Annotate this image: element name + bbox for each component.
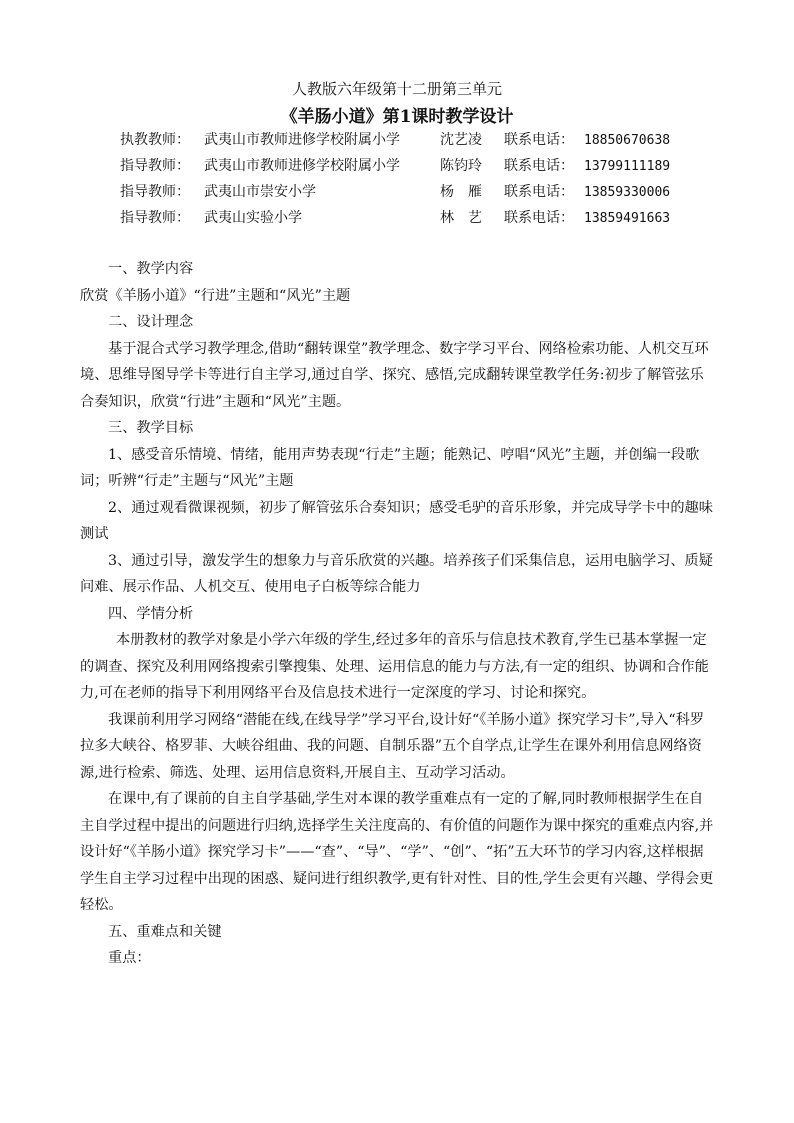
goal-item: 3、通过引导，激发学生的想象力与音乐欣赏的兴趣。培养孩子们采集信息，运用电脑学习、质疑问难、展示作品、人机交互、使用电子白板等综合能力 <box>80 552 713 595</box>
teacher-name: 杨 雁 <box>440 184 482 200</box>
teacher-unit: 武夷山实验小学 <box>204 210 302 226</box>
teacher-name: 沈艺凌 <box>440 132 482 148</box>
teacher-unit: 武夷山市教师进修学校附属小学 <box>204 158 400 174</box>
teacher-name: 陈钧玲 <box>440 158 482 174</box>
teacher-role: 指导教师： <box>120 158 190 174</box>
phone-number: 18850670638 <box>584 133 671 148</box>
phone-label: 联系电话： <box>504 184 574 200</box>
section-heading: 二、设计理念 <box>108 314 194 330</box>
section-paragraph: 在课中,有了课前的自主自学基础,学生对本课的教学重难点有一定的了解,同时教师根据学生在自主自学过程中提出的问题进行归纳,选择学生关注度高的、有价值的问题作为课中探究的重难点内容,并设计好“《羊肠小道》探究学习卡”——“查”、“导”、“学”、“创”、“拓”五大环节的学习内容,这样根据学生自主学习过程中出现的困惑、疑问进行组织教学,更有针对性、目的性,学生会更有兴趣、学得会更轻松。 <box>80 791 714 913</box>
section-text: 基于混合式学习教学理念,借助“翻转课堂”教学理念、数字学习平台、网络检索功能、人机交互环境、思维导图导学卡等进行自主学习,通过自学、探究、感悟,完成翻转课堂教学任务:初步了解管弦乐合奏知识，欣赏“行进”主题和“风光”主题。 <box>80 340 709 410</box>
subsection-label: 重点： <box>108 950 151 966</box>
teacher-unit: 武夷山市教师进修学校附属小学 <box>204 132 400 148</box>
teacher-row <box>120 129 670 151</box>
phone-number: 13859330006 <box>584 185 671 200</box>
phone-label: 联系电话： <box>504 210 574 226</box>
teacher-row <box>120 207 670 229</box>
section-heading: 五、重难点和关键 <box>108 923 222 940</box>
teacher-unit: 武夷山市崇安小学 <box>204 184 316 200</box>
phone-number: 13859491663 <box>584 211 671 226</box>
teacher-role: 指导教师： <box>120 210 190 226</box>
phone-number: 13799111189 <box>584 159 671 174</box>
section-text: 欣赏《羊肠小道》“行进”主题和“风光”主题 <box>80 287 351 304</box>
document-body <box>80 256 714 972</box>
document-title: 《羊肠小道》第1课时教学设计 <box>280 107 514 127</box>
section-heading: 一、教学内容 <box>108 261 194 277</box>
teacher-role: 指导教师： <box>120 184 190 200</box>
goal-item: 1、感受音乐情境、情绪，能用声势表现“行走”主题；能熟记、哼唱“风光”主题，并创编一段歌词；听辨“行走”主题与“风光”主题 <box>80 446 700 489</box>
phone-label: 联系电话： <box>504 158 574 174</box>
teacher-name: 林 艺 <box>440 210 482 226</box>
teacher-role: 执教教师： <box>120 132 190 148</box>
section-heading: 四、学情分析 <box>108 605 194 622</box>
unit-subtitle: 人教版六年级第十二册第三单元 <box>291 80 502 98</box>
section-paragraph: 本册教材的教学对象是小学六年级的学生,经过多年的音乐与信息技术教育,学生已基本掌握一定的调查、探究及利用网络搜索引擎搜集、处理、运用信息的能力与方法,有一定的组织、协调和合作能力,可在老师的指导下利用网络平台及信息技术进行一定深度的学习、讨论和探究。 <box>80 632 709 701</box>
teacher-row <box>120 155 670 177</box>
teacher-row <box>120 181 670 203</box>
phone-label: 联系电话： <box>504 132 574 148</box>
goal-item: 2、通过观看微课视频，初步了解管弦乐合奏知识；感受毛驴的音乐形象，并完成导学卡中的趣味测试 <box>80 499 713 542</box>
section-heading: 三、教学目标 <box>108 420 194 436</box>
section-paragraph: 我课前利用学习网络“潜能在线,在线导学”学习平台,设计好“《羊肠小道》探究学习卡”,导入“科罗拉多大峡谷、格罗菲、大峡谷组曲、我的问题、自制乐器”五个自学点,让学生在课外利用信息网络资源,进行检索、筛选、处理、运用信息资料,开展自主、互动学习活动。 <box>80 711 705 781</box>
